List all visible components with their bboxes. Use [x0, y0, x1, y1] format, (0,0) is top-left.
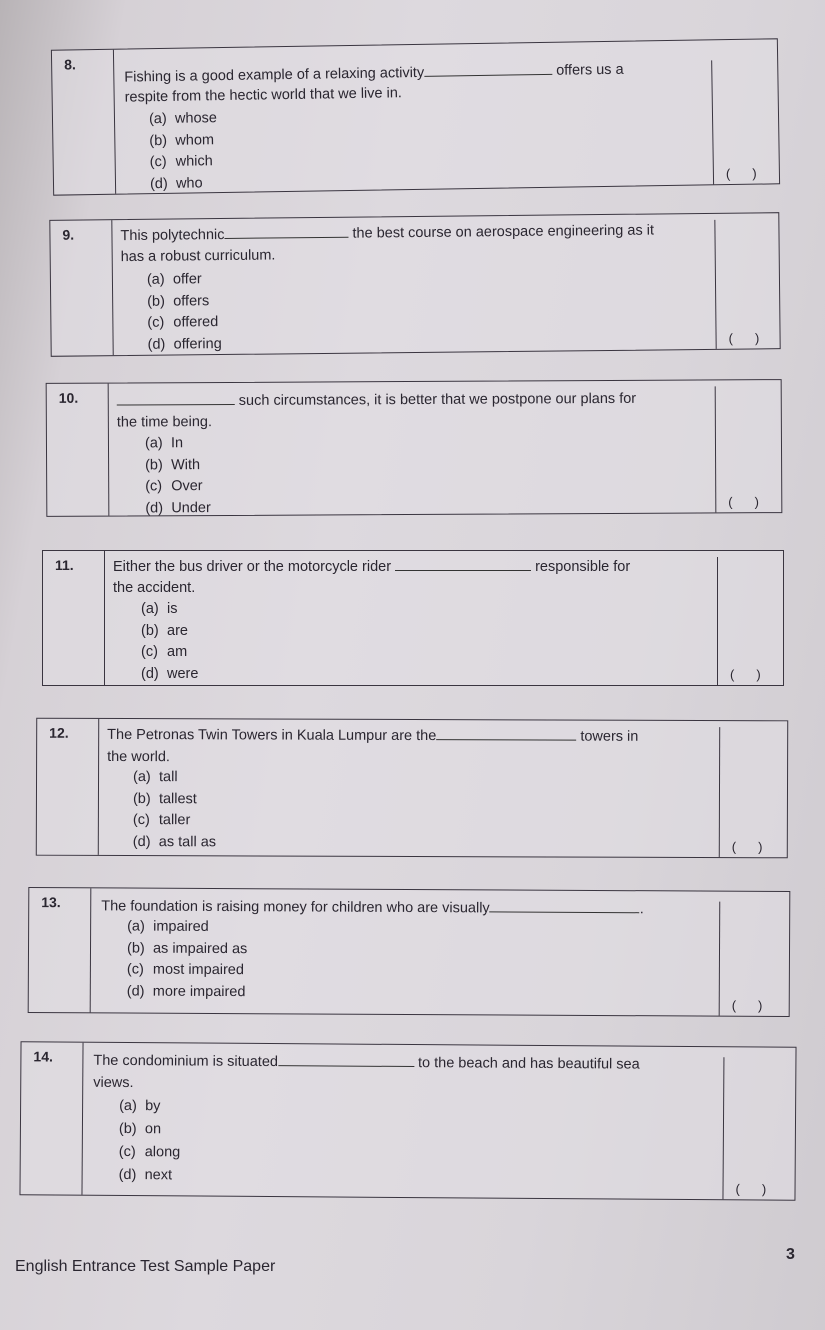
- question-stem-line2: respite from the hectic world that we live in.: [124, 85, 402, 106]
- answer-blank: [395, 558, 531, 571]
- option-b[interactable]: (b) offers: [147, 292, 210, 310]
- question-stem: The condominium is situated to the beach and has beautiful sea: [93, 1052, 640, 1073]
- options-list: [141, 599, 198, 685]
- question-stem: This polytechnic the best course on aerospace engineering as it: [120, 222, 655, 245]
- question-14: [19, 1041, 796, 1200]
- question-number: 14.: [20, 1042, 83, 1194]
- option-c[interactable]: (c) Over: [145, 478, 203, 495]
- question-8: [51, 38, 780, 195]
- option-c[interactable]: (c) taller: [132, 812, 191, 829]
- question-stem: such circumstances, it is better that we postpone our plans for: [117, 389, 636, 412]
- question-stem: Either the bus driver or the motorcycle rider responsible for: [113, 559, 631, 575]
- option-a[interactable]: (a) whose: [148, 110, 218, 128]
- options-list: [127, 917, 248, 1004]
- question-number: 8.: [52, 50, 116, 195]
- option-b[interactable]: (b) tallest: [132, 790, 197, 807]
- option-b[interactable]: (b) are: [141, 622, 188, 639]
- question-10: [46, 379, 783, 517]
- question-stem-line2: the world.: [107, 748, 171, 766]
- option-a[interactable]: (a) In: [144, 435, 184, 452]
- question-9: [49, 212, 780, 357]
- question-stem: The Petronas Twin Towers in Kuala Lumpur are the towers in: [107, 726, 639, 745]
- answer-box[interactable]: ( ): [719, 902, 790, 1016]
- answer-box[interactable]: ( ): [722, 1057, 795, 1199]
- question-number: 11.: [43, 551, 105, 685]
- question-number: 10.: [47, 384, 110, 516]
- options-list: [149, 108, 218, 195]
- option-c[interactable]: (c) offered: [147, 314, 219, 331]
- question-number: 9.: [50, 220, 113, 356]
- option-d[interactable]: (d) as tall as: [132, 833, 217, 850]
- answer-blank: [224, 225, 348, 239]
- options-list: [147, 269, 222, 356]
- option-c[interactable]: (c) along: [118, 1143, 181, 1161]
- question-13: [28, 887, 791, 1017]
- option-d[interactable]: (d) were: [141, 665, 199, 682]
- answer-box[interactable]: ( ): [711, 59, 779, 184]
- answer-box[interactable]: ( ): [714, 219, 779, 349]
- option-b[interactable]: (b) on: [118, 1120, 162, 1138]
- answer-box[interactable]: ( ): [719, 727, 787, 857]
- question-stem-line2: has a robust curriculum.: [120, 247, 276, 266]
- footer-title: English Entrance Test Sample Paper: [15, 1258, 276, 1275]
- question-stem-line2: the time being.: [116, 414, 213, 431]
- option-a[interactable]: (a) is: [141, 601, 178, 617]
- answer-blank: [436, 727, 576, 740]
- answer-box[interactable]: ( ): [715, 386, 782, 512]
- question-number: 13.: [29, 888, 92, 1012]
- options-list: [145, 433, 211, 519]
- page-number: 3: [786, 1246, 795, 1263]
- question-stem-line2: views.: [93, 1074, 134, 1092]
- option-b[interactable]: (b) With: [145, 456, 201, 473]
- answer-blank: [424, 62, 552, 77]
- question-number: 12.: [37, 719, 99, 855]
- question-12: [36, 718, 788, 859]
- option-c[interactable]: (c) am: [141, 644, 188, 660]
- option-d[interactable]: (d) Under: [145, 499, 211, 516]
- answer-blank: [278, 1053, 414, 1067]
- option-a[interactable]: (a) by: [119, 1097, 161, 1115]
- answer-blank: [117, 392, 235, 406]
- question-11: [42, 550, 784, 686]
- option-c[interactable]: (c) most impaired: [126, 961, 245, 979]
- option-a[interactable]: (a) impaired: [127, 918, 209, 935]
- question-stem-line2: the accident.: [113, 580, 196, 596]
- option-d[interactable]: (d) offering: [147, 335, 222, 353]
- question-stem: The foundation is raising money for children who are visually .: [101, 898, 644, 918]
- option-d[interactable]: (d) more impaired: [126, 983, 246, 1000]
- answer-box[interactable]: ( ): [717, 557, 783, 685]
- options-list: [133, 767, 217, 853]
- options-list: [119, 1095, 181, 1187]
- option-c[interactable]: (c) which: [149, 153, 213, 171]
- answer-blank: [490, 899, 640, 913]
- option-b[interactable]: (b) whom: [149, 131, 215, 149]
- option-b[interactable]: (b) as impaired as: [126, 940, 248, 957]
- option-d[interactable]: (d) next: [118, 1166, 173, 1184]
- question-stem: Fishing is a good example of a relaxing activity offers us a: [124, 61, 624, 86]
- option-a[interactable]: (a) tall: [133, 769, 178, 786]
- option-d[interactable]: (d) who: [149, 174, 203, 192]
- option-a[interactable]: (a) offer: [146, 271, 202, 288]
